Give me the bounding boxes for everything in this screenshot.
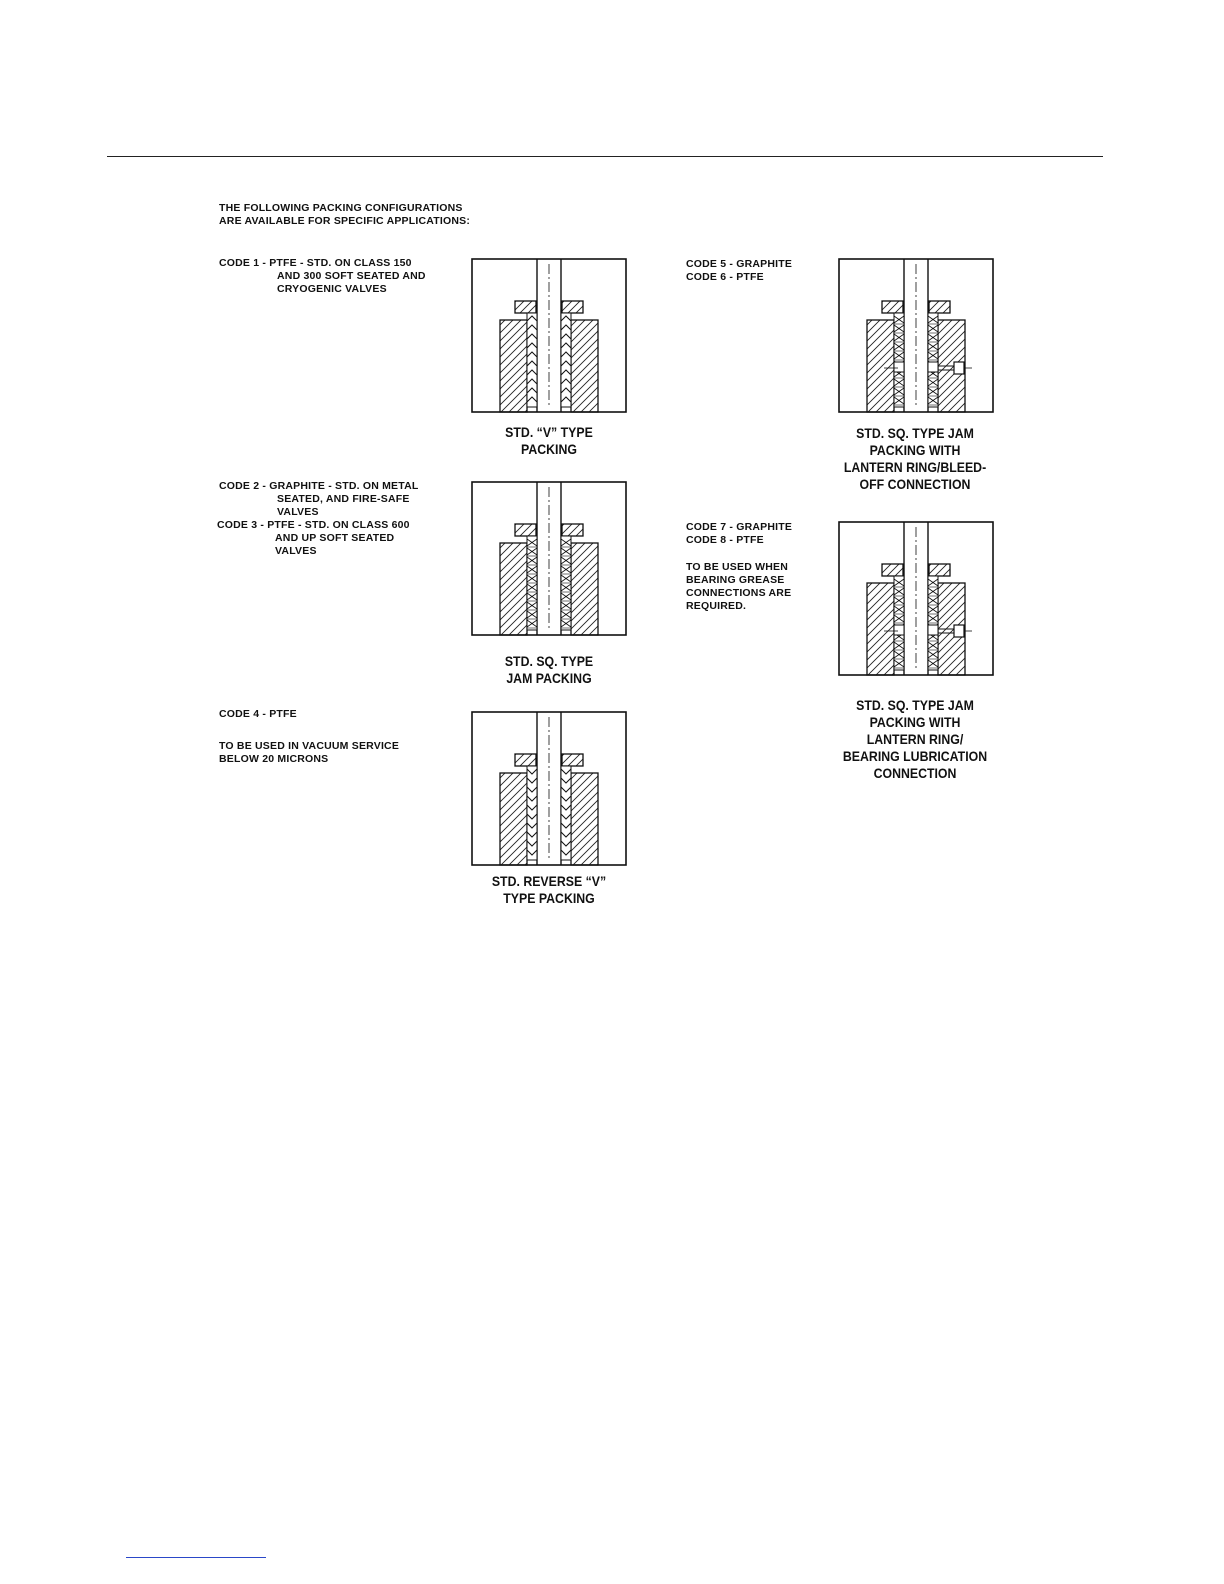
caption-reverse-v-line-2: TYPE PACKING [503, 890, 595, 906]
code-4-note-1: TO BE USED IN VACUUM SERVICE [219, 740, 400, 752]
code-8-note-2: BEARING GREASE [686, 574, 785, 586]
code-2-line-2: SEATED, AND FIRE-SAFE [277, 493, 410, 505]
caption-v-type-line-2: PACKING [521, 441, 577, 457]
intro-line-1: THE FOLLOWING PACKING CONFIGURATIONS [219, 202, 463, 214]
code-1-line-1: CODE 1 - PTFE - STD. ON CLASS 150 [219, 257, 412, 269]
code-1-line-2: AND 300 SOFT SEATED AND [277, 270, 426, 282]
code-2-line-3: VALVES [277, 506, 319, 518]
code-4-text [219, 708, 297, 721]
caption-sq-bleed-line-4: OFF CONNECTION [859, 476, 971, 492]
code-8-note-3: CONNECTIONS ARE [686, 587, 792, 599]
code-1-continuation [277, 270, 426, 296]
code-2-text [219, 480, 419, 493]
code-7-line-1: CODE 7 - GRAPHITE [686, 521, 793, 533]
code-4-note-2: BELOW 20 MICRONS [219, 753, 329, 765]
code-1-line-3: CRYOGENIC VALVES [277, 283, 387, 295]
lantern-ring-bleed-off-drawing-icon [838, 258, 994, 413]
caption-sq-bleed-line-1: STD. SQ. TYPE JAM [856, 425, 974, 441]
code-3-line-1: CODE 3 - PTFE - STD. ON CLASS 600 [217, 519, 410, 531]
caption-sq-bleed [814, 425, 1016, 493]
code-1-text [219, 257, 412, 270]
caption-sq-jam-line-1: STD. SQ. TYPE [504, 653, 594, 669]
code-3-line-3: VALVES [275, 545, 317, 557]
caption-reverse-v-line-1: STD. REVERSE “V” [491, 873, 607, 889]
caption-sq-jam [461, 653, 637, 687]
code-8-note-1: TO BE USED WHEN [686, 561, 788, 573]
caption-v-type [461, 424, 637, 458]
code-8-line-1: CODE 8 - PTFE [686, 534, 764, 546]
code-8-note [686, 561, 791, 613]
caption-sq-lube-line-5: CONNECTION [873, 765, 957, 781]
intro-line-2: ARE AVAILABLE FOR SPECIFIC APPLICATIONS: [219, 215, 471, 227]
caption-sq-lube-line-3: LANTERN RING/ [866, 731, 964, 747]
footer-link-underline [126, 1557, 266, 1558]
code-7-8-text [686, 521, 792, 547]
code-3-text [217, 519, 410, 532]
code-4-line-1: CODE 4 - PTFE [219, 708, 297, 720]
caption-reverse-v [461, 873, 637, 907]
caption-sq-bleed-line-3: LANTERN RING/BLEED- [843, 459, 987, 475]
caption-sq-lube [814, 697, 1016, 782]
caption-v-type-line-1: STD. “V” TYPE [505, 424, 593, 440]
caption-sq-lube-line-4: BEARING LUBRICATION [842, 748, 988, 764]
caption-sq-lube-line-1: STD. SQ. TYPE JAM [856, 697, 974, 713]
reverse-v-packing-drawing-icon [471, 711, 627, 866]
code-5-line-1: CODE 5 - GRAPHITE [686, 258, 793, 270]
lantern-ring-lubrication-drawing-icon [838, 521, 994, 676]
code-4-note [219, 740, 399, 766]
intro-text [219, 202, 470, 228]
code-3-continuation [275, 532, 394, 558]
code-8-note-4: REQUIRED. [686, 600, 747, 612]
code-2-line-1: CODE 2 - GRAPHITE - STD. ON METAL [219, 480, 419, 492]
caption-sq-lube-line-2: PACKING WITH [869, 714, 961, 730]
code-6-line-1: CODE 6 - PTFE [686, 271, 764, 283]
v-type-packing-drawing-icon [471, 258, 627, 413]
caption-sq-jam-line-2: JAM PACKING [506, 670, 592, 686]
code-3-line-2: AND UP SOFT SEATED [275, 532, 395, 544]
code-2-continuation [277, 493, 410, 519]
header-rule [107, 156, 1103, 157]
code-5-6-text [686, 258, 792, 284]
square-jam-packing-drawing-icon [471, 481, 627, 636]
caption-sq-bleed-line-2: PACKING WITH [869, 442, 961, 458]
